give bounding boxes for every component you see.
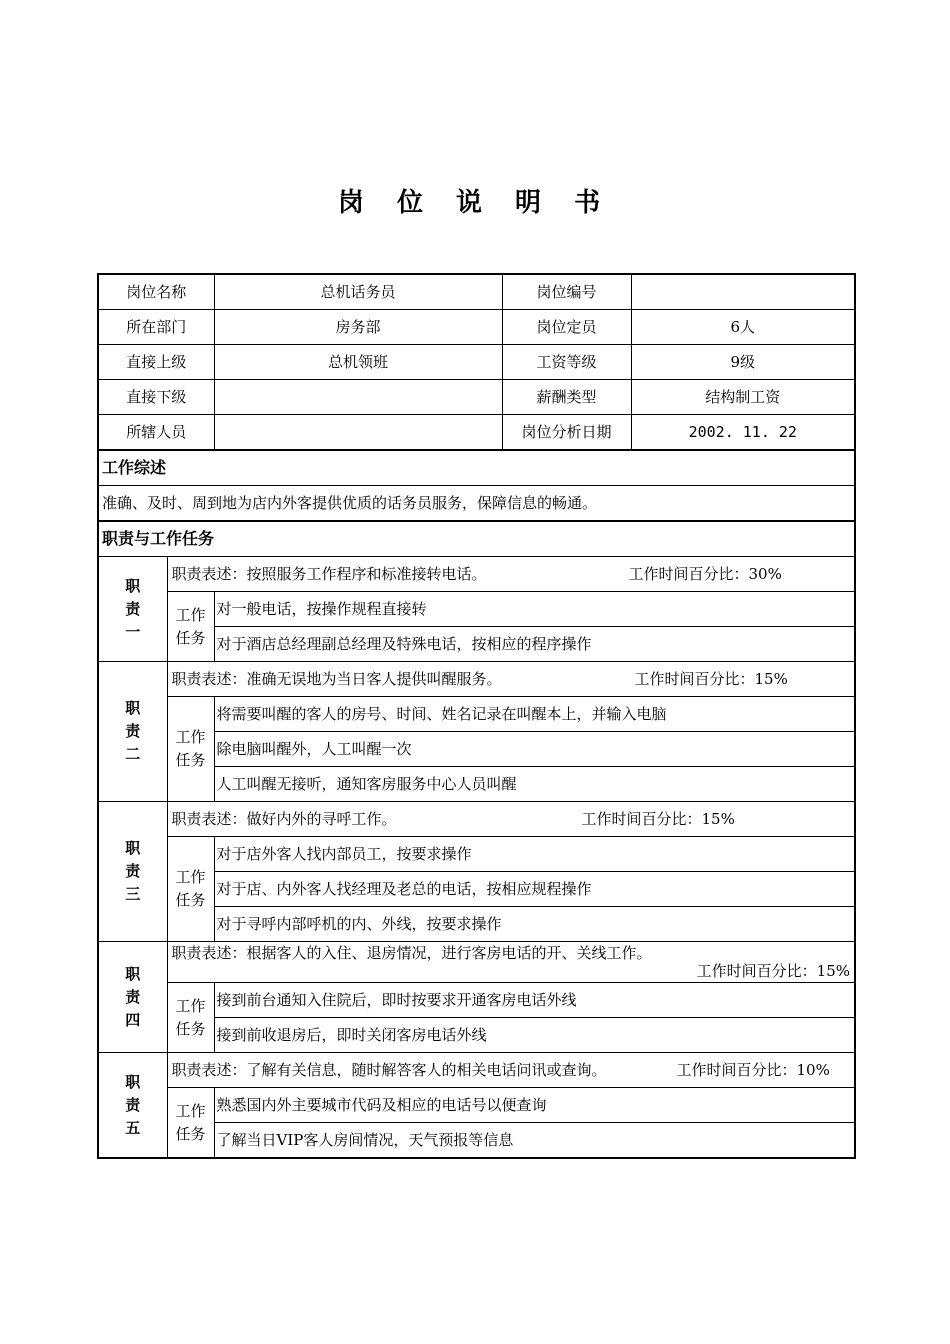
summary-heading: 工作综述 [98,450,855,486]
duty-label: 职 责 一 [98,557,167,662]
task-label: 工作 任务 [167,1088,214,1159]
info-value: 房务部 [214,310,502,345]
duty-desc: 职责表述：做好内外的寻呼工作。 [171,810,397,828]
duty-time-pct: 工作时间百分比：10% [676,1061,830,1079]
info-value [631,274,855,310]
info-label: 岗位名称 [98,274,214,310]
duty-desc-cell [167,1053,855,1088]
info-value [214,380,502,415]
task-item: 人工叫醒无接听，通知客房服务中心人员叫醒 [214,767,855,802]
duty-label: 职 责 四 [98,942,167,1053]
info-label: 直接上级 [98,345,214,380]
task-item: 除电脑叫醒外，人工叫醒一次 [214,732,855,767]
duty-label: 职 责 三 [98,802,167,942]
task-item: 将需要叫醒的客人的房号、时间、姓名记录在叫醒本上，并输入电脑 [214,697,855,732]
duty-desc: 职责表述：根据客人的入住、退房情况，进行客房电话的开、关线工作。 [171,944,652,962]
info-row [98,415,855,451]
task-item: 对于店外客人找内部员工，按要求操作 [214,837,855,872]
task-item: 对于寻呼内部呼机的内、外线，按要求操作 [214,907,855,942]
task-item: 对于酒店总经理副总经理及特殊电话，按相应的程序操作 [214,627,855,662]
info-value: 9级 [631,345,855,380]
info-label: 所在部门 [98,310,214,345]
info-row [98,380,855,415]
info-value [214,415,502,451]
duty-desc: 职责表述：了解有关信息，随时解答客人的相关电话问讯或查询。 [171,1061,607,1079]
task-label: 工作 任务 [167,983,214,1053]
duty-label: 职 责 五 [98,1053,167,1159]
summary-text: 准确、及时、周到地为店内外客提供优质的话务员服务，保障信息的畅通。 [98,486,855,522]
info-label: 直接下级 [98,380,214,415]
task-label: 工作 任务 [167,837,214,942]
task-item: 对于店、内外客人找经理及老总的电话，按相应规程操作 [214,872,855,907]
info-label: 薪酬类型 [502,380,631,415]
info-label: 岗位分析日期 [502,415,631,451]
info-row [98,310,855,345]
task-item: 了解当日VIP客人房间情况，天气预报等信息 [214,1123,855,1159]
info-row [98,274,855,310]
duty-desc-cell [167,942,855,983]
duty-time-pct: 工作时间百分比：30% [628,565,782,583]
analysis-date: 2002. 11. 22 [631,415,855,451]
duty-desc-cell [167,802,855,837]
task-item: 对一般电话，按操作规程直接转 [214,592,855,627]
duties-heading: 职责与工作任务 [98,521,855,557]
duty-desc: 职责表述：准确无误地为当日客人提供叫醒服务。 [171,670,502,688]
duty-time-pct: 工作时间百分比：15% [581,810,735,828]
duty-row [98,557,855,592]
duty-time-pct: 工作时间百分比：15% [634,670,788,688]
duty-time-pct: 工作时间百分比：15% [696,962,851,980]
duty-desc-cell [167,662,855,697]
duty-row [98,942,855,983]
duty-row [98,1053,855,1088]
duty-desc-cell [167,557,855,592]
info-label: 所辖人员 [98,415,214,451]
task-item: 接到前台通知入住院后，即时按要求开通客房电话外线 [214,983,855,1018]
info-value: 总机话务员 [214,274,502,310]
info-label: 岗位编号 [502,274,631,310]
duty-label: 职 责 二 [98,662,167,802]
info-value: 总机领班 [214,345,502,380]
task-item: 接到前收退房后，即时关闭客房电话外线 [214,1018,855,1053]
page-title: 岗 位 说 明 书 [337,188,613,218]
duty-row [98,662,855,697]
task-label: 工作 任务 [167,592,214,662]
duty-desc: 职责表述：按照服务工作程序和标准接转电话。 [171,565,487,583]
duty-row [98,802,855,837]
info-value: 结构制工资 [631,380,855,415]
info-label: 工资等级 [502,345,631,380]
job-description-table [97,273,856,1159]
info-label: 岗位定员 [502,310,631,345]
info-value: 6人 [631,310,855,345]
task-label: 工作 任务 [167,697,214,802]
task-item: 熟悉国内外主要城市代码及相应的电话号以便查询 [214,1088,855,1123]
info-row [98,345,855,380]
